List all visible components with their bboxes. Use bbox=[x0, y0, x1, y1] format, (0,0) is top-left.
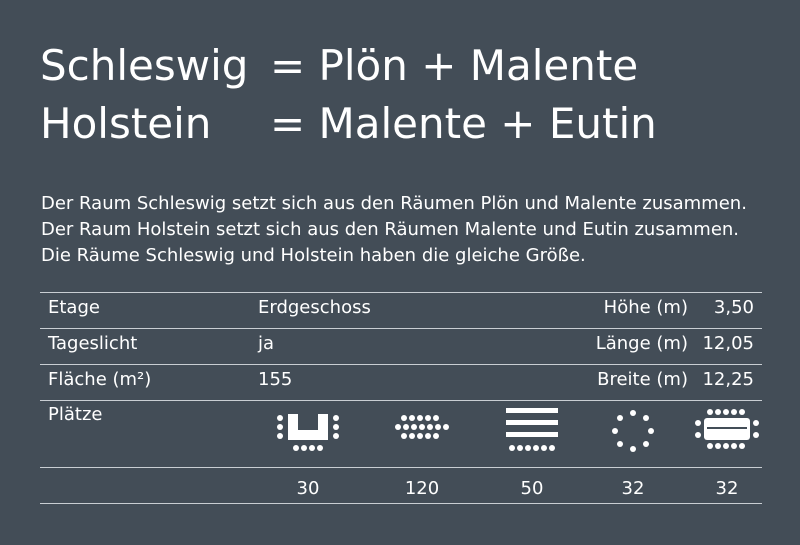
value-breite: 12,25 bbox=[702, 369, 754, 390]
divider bbox=[40, 400, 762, 401]
divider bbox=[40, 292, 762, 293]
room-name-holstein: Holstein bbox=[40, 99, 212, 148]
count-u-shape: 30 bbox=[296, 478, 320, 499]
label-laenge: Länge (m) bbox=[595, 333, 688, 354]
count-classroom: 50 bbox=[520, 478, 544, 499]
label-plaetze: Plätze bbox=[48, 404, 103, 425]
label-breite: Breite (m) bbox=[597, 369, 688, 390]
banquet-seating-icon bbox=[694, 408, 760, 454]
room-description: Der Raum Schleswig setzt sich aus den Räumen Plön und Malente zusammen. Der Raum Holstein setzt sich aus den Räumen Malente und Eutin zusammen. Die Räume Schleswig und Holstein haben die gleiche Größe. bbox=[41, 193, 747, 266]
divider bbox=[40, 364, 762, 365]
divider bbox=[40, 467, 762, 468]
heading-schleswig bbox=[40, 42, 638, 90]
label-flaeche: Fläche (m²) bbox=[48, 369, 152, 390]
room-name-schleswig: Schleswig bbox=[40, 41, 249, 90]
room-formula-schleswig: = Plön + Malente bbox=[270, 41, 639, 90]
room-formula-holstein: = Malente + Eutin bbox=[270, 99, 657, 148]
divider bbox=[40, 328, 762, 329]
label-etage: Etage bbox=[48, 297, 100, 318]
divider bbox=[40, 503, 762, 504]
value-hoehe: 3,50 bbox=[713, 297, 754, 318]
round-table-seating-icon bbox=[610, 408, 656, 454]
label-tageslicht: Tageslicht bbox=[48, 333, 138, 354]
value-etage: Erdgeschoss bbox=[258, 297, 371, 318]
value-flaeche: 155 bbox=[258, 369, 293, 390]
value-tageslicht: ja bbox=[258, 333, 275, 354]
label-hoehe: Höhe (m) bbox=[603, 297, 688, 318]
u-shape-seating-icon bbox=[276, 408, 340, 454]
count-theater: 120 bbox=[404, 478, 440, 499]
classroom-seating-icon bbox=[504, 408, 560, 456]
count-banquet: 32 bbox=[715, 478, 739, 499]
value-laenge: 12,05 bbox=[702, 333, 754, 354]
count-round-table: 32 bbox=[621, 478, 645, 499]
heading-holstein bbox=[40, 100, 657, 148]
theater-seating-icon bbox=[392, 412, 452, 448]
